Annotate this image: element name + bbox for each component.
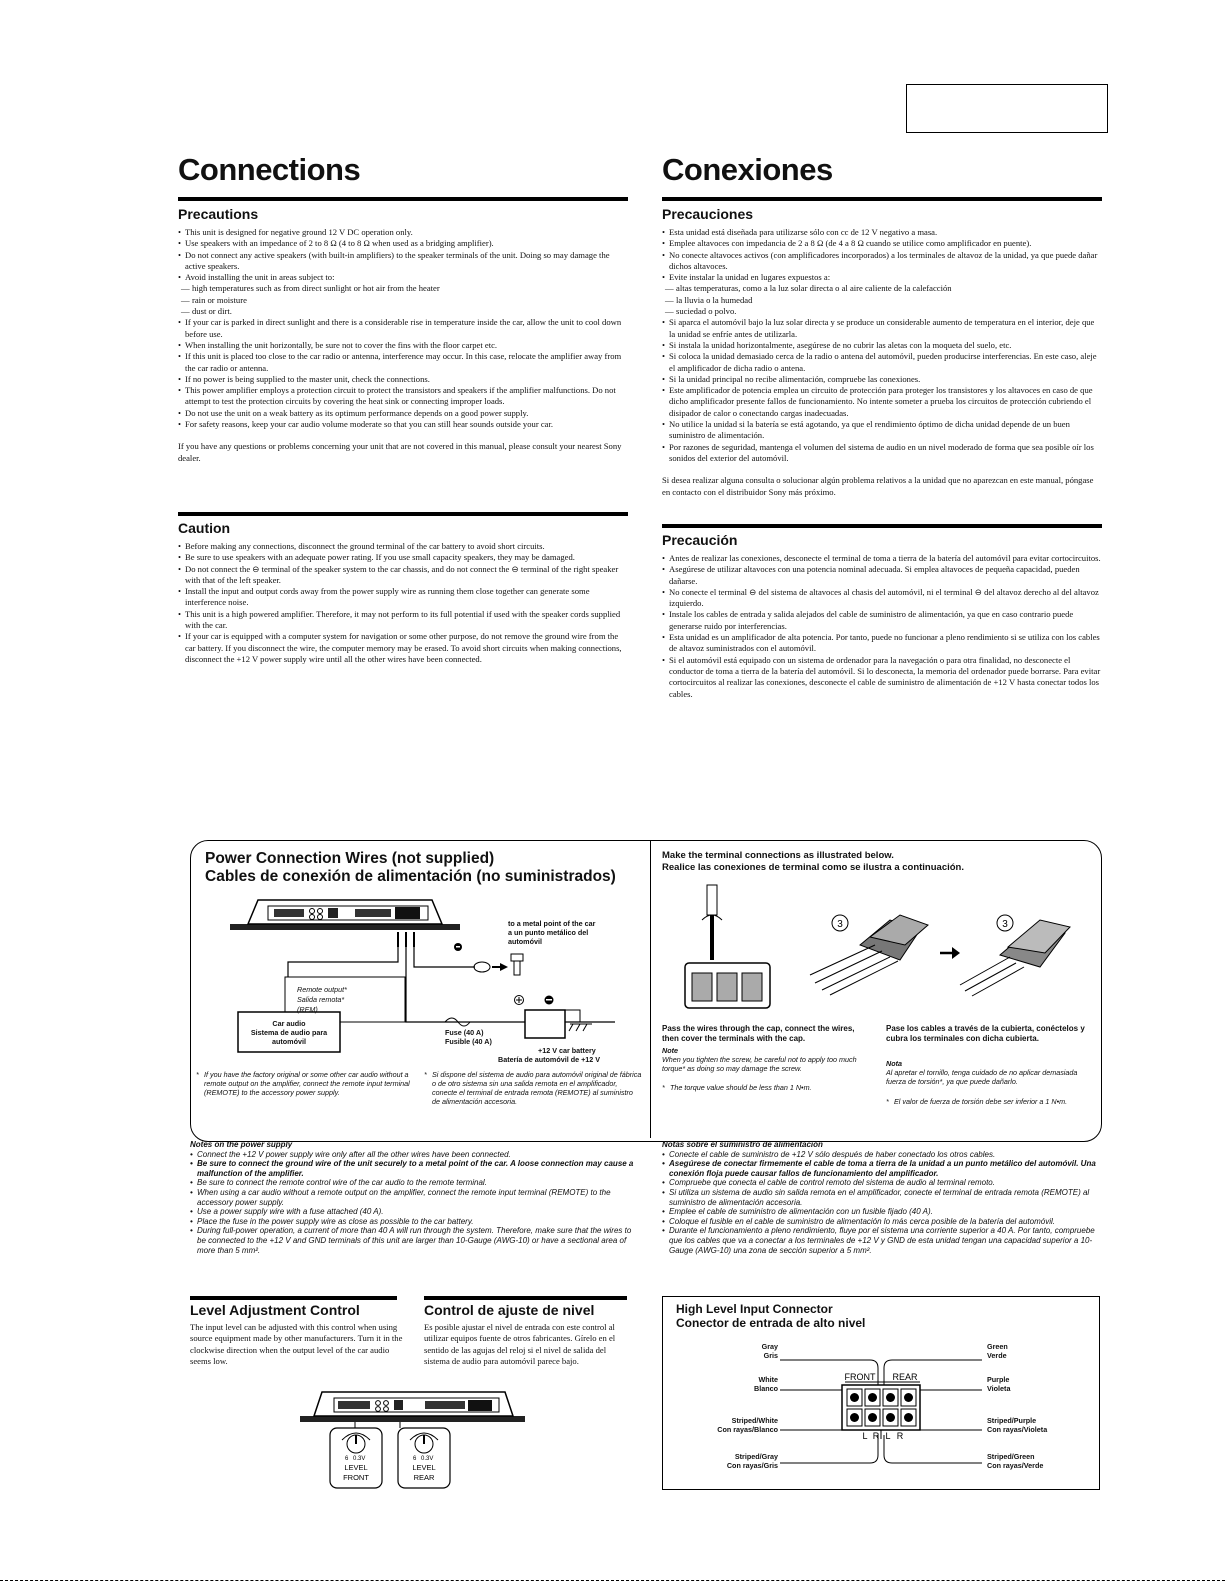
list-item: — high temperatures such as from direct sunlight or hot air from the heater — [178, 283, 630, 294]
list-item: • Use speakers with an impedance of 2 to 8 Ω (4 to 8 Ω when used as a bridging amplifier). — [178, 238, 630, 249]
list-item: • Asegúrese de utilizar altavoces con una potencia nominal adecuada. Si emplea altavoces de pequeña capacidad, pueden dañarse. — [662, 564, 1102, 587]
connector-front-label: FRONT — [844, 1372, 876, 1382]
caution-en — [178, 541, 630, 665]
rule — [662, 197, 1102, 201]
knob-max-label: 0.3V — [353, 1456, 366, 1462]
power-note-es: * Si dispone del sistema de audio para automóvil original de fábrica o de otro sistema sin una salida remota en el amplificador, conecte el terminal de entrada remota (REMOTE) al suministro de alimentación accesoria. — [424, 1070, 642, 1106]
knob-min-label: 6 — [413, 1456, 417, 1462]
list-item: • Before making any connections, disconnect the ground terminal of the car battery to avoid short circuits. — [178, 541, 630, 552]
blank-label-box — [906, 84, 1108, 133]
car-audio-es-2: automóvil — [272, 1037, 306, 1046]
list-item: • When using a car audio without a remote output on the amplifier, connect the remote input terminal (REMOTE) to the accessory power supply. — [190, 1188, 635, 1207]
connector-icon — [842, 1385, 920, 1430]
list-item: • Do not connect any active speakers (with built-in amplifiers) to the speaker terminals of the unit. Doing so may damage the active speakers. — [178, 250, 630, 273]
wire-striped-green-en: Striped/Green — [987, 1452, 1035, 1461]
connector-left-r: R — [872, 1431, 880, 1441]
list-item: — rain or moisture — [178, 295, 630, 306]
list-item: • When installing the unit horizontally, be sure not to cover the fins with the floor carpet etc. — [178, 340, 630, 351]
list-item: — la lluvia o la humedad — [662, 295, 1102, 306]
terminal-block-icon — [685, 963, 770, 1008]
list-item: • Si aparca el automóvil bajo la luz solar directa y se produce un considerable aumento de temperatura en el interior, deje que la unidad se enfríe antes de utilizarla. — [662, 317, 1102, 340]
remote-output-es: Salida remota* — [297, 995, 345, 1004]
list-item: • No utilice la unidad si la batería se está agotando, ya que el rendimiento óptimo de dicha unidad depende de un buen suministro de alimentación. — [662, 419, 1102, 442]
terminal-pass-es: Pase los cables a través de la cubierta, conéctelos y cubra los terminales con dicha cubierta. — [886, 1024, 1085, 1043]
terminal-title-es: Realice las conexiones de terminal como se ilustra a continuación. — [662, 862, 964, 873]
heading-precautions-es: Precauciones — [662, 206, 754, 222]
fuse-es: Fusible (40 A) — [445, 1037, 492, 1046]
high-level-title-es: Conector de entrada de alto nivel — [676, 1316, 866, 1330]
wire-green-en: Green — [987, 1342, 1008, 1351]
wire-purple-en: Purple — [987, 1375, 1010, 1384]
caution-es — [662, 553, 1102, 700]
list-item: • Si instala la unidad horizontalmente, asegúrese de no cubrir las aletas con la moqueta del suelo, etc. — [662, 340, 1102, 351]
bolt-icon — [511, 954, 523, 975]
heading-level-en: Level Adjustment Control — [190, 1302, 360, 1318]
list-item: • Esta unidad es un amplificador de alta potencia. Por tanto, puede no funcionar a pleno rendimiento si se utiliza con los cables de altavoz suministrados con el automóvil. — [662, 632, 1102, 655]
high-level-title-en: High Level Input Connector — [676, 1302, 833, 1316]
precautions-footer-en: If you have any questions or problems concerning your unit that are not covered in this manual, please consult your nearest Sony dealer. — [178, 441, 622, 463]
wire-striped-purple-en: Striped/Purple — [987, 1416, 1037, 1425]
knob-rear-label: REAR — [413, 1473, 435, 1482]
heading-precautions-en: Precautions — [178, 206, 259, 222]
battery-en: +12 V car battery — [538, 1046, 596, 1055]
level-body-en: The input level can be adjusted with this control when using source equipment made by other manufacturers. Turn it in the clockwise direction when the output level of the car audio seems low. — [190, 1322, 403, 1366]
power-title-es: Cables de conexión de alimentación (no suministrados) — [205, 868, 616, 885]
knob-level-label: LEVEL — [412, 1463, 436, 1472]
list-item: • Si utiliza un sistema de audio sin salida remota en el amplificador, conecte el terminal de entrada remota (REMOTE) al suministro de alimentación accesoria. — [662, 1188, 1102, 1207]
wire-white-en: White — [758, 1375, 778, 1384]
list-item: • Emplee altavoces con impedancia de 2 a 8 Ω (de 4 a 8 Ω cuando se utilice como amplificador en puente). — [662, 238, 1102, 249]
wire-purple-es: Violeta — [987, 1384, 1011, 1393]
power-title-en: Power Connection Wires (not supplied) — [205, 850, 495, 867]
list-item: • This unit is a high powered amplifier. Therefore, it may not perform to its full potential if used with the speaker cords supplied with the car. — [178, 609, 630, 632]
level-body-es: Es posible ajustar el nivel de entrada con este control al utilizar equipos fuente de otros fabricantes. Gírelo en el sentido de las agujas del reloj si el nivel de salida del sistema de audio para automóvil parece bajo. — [424, 1322, 616, 1366]
list-item: — dust or dirt. — [178, 306, 630, 317]
list-item: • During full-power operation, a current of more than 40 A will run through the system. Therefore, make sure that the wires to be connected to the +12 V and GND terminals of this unit are larger than 10-Gauge (AWG-10) or have a sectional area of more than 5 mm². — [190, 1226, 635, 1255]
list-item: • Coloque el fusible en el cable de suministro de alimentación lo más cerca posible de la batería del automóvil. — [662, 1217, 1102, 1227]
rule — [178, 197, 628, 201]
page-title-en: Connections — [178, 152, 361, 187]
list-item: • Por razones de seguridad, mantenga el volumen del sistema de audio en un nivel moderado de forma que sea posible oír los sonidos del exterior del automóvil. — [662, 442, 1102, 465]
list-item: • Si coloca la unidad demasiado cerca de la radio o antena del automóvil, pueden producirse interferencias. En este caso, aleje el amplificador de dicha radio o antena. — [662, 351, 1102, 374]
heading-caution-en: Caution — [178, 520, 231, 536]
list-item: • If no power is being supplied to the master unit, check the connections. — [178, 374, 630, 385]
marker-3: 3 — [837, 919, 843, 930]
list-item: • This power amplifier employs a protection circuit to protect the transistors and speakers if the amplifier malfunctions. Do not attempt to test the protection circuits by covering the heat sink or connecting improper loads. — [178, 385, 630, 408]
heading-caution-es: Precaución — [662, 532, 738, 548]
list-item: • Si el automóvil está equipado con un sistema de ordenador para la navegación o para otra finalidad, no desconecte el conductor de toma a tierra de la batería del automóvil. Si lo desconecta, la memoria del ordenador puede borrarse. Para evitar cortocircuitos al realizar las conexiones, desconecte el cable de suministro de alimentación de +12 V hasta conectar todos los cables. — [662, 655, 1102, 700]
list-item: • Compruebe que conecta el cable de control remoto del sistema de audio al terminal remoto. — [662, 1178, 1102, 1188]
wire-striped-white-en: Striped/White — [731, 1416, 778, 1425]
list-item: — altas temperaturas, como a la luz solar directa o al aire caliente de la calefacción — [662, 283, 1102, 294]
terminal-note-es-star: * El valor de fuerza de torsión debe ser inferior a 1 N•m. — [886, 1097, 1068, 1106]
connector-rear-label: REAR — [892, 1372, 918, 1382]
metal-point-en: to a metal point of the car — [508, 919, 596, 928]
cap-open-icon — [810, 915, 928, 995]
list-item: • Conecte el cable de suministro de +12 V sólo después de haber conectado los otros cables. — [662, 1150, 1102, 1160]
amplifier-icon — [230, 900, 460, 930]
list-item: • Do not connect the ⊖ terminal of the speaker system to the car chassis, and do not connect the ⊖ terminal of the right speaker with that of the left speaker. — [178, 564, 630, 587]
knob-max-label: 0.3V — [421, 1456, 434, 1462]
list-item: • Asegúrese de conectar firmemente el cable de toma a tierra de la unidad a un punto metálico del automóvil. Una conexión floja puede causar fallos de funcionamiento del amplificador. — [662, 1159, 1102, 1178]
wire-gray-en: Gray — [761, 1342, 778, 1351]
list-item: • Be sure to connect the remote control wire of the car audio to the remote terminal. — [190, 1178, 635, 1188]
list-item: • No conecte el terminal ⊖ del sistema de altavoces al chasis del automóvil, ni el terminal ⊖ del altavoz derecho al del altavoz izquierdo. — [662, 587, 1102, 610]
amplifier-icon — [300, 1392, 525, 1422]
precautions-en — [178, 227, 630, 464]
wire-striped-purple-es: Con rayas/Violeta — [987, 1425, 1048, 1434]
list-item: • Use a power supply wire with a fuse attached (40 A). — [190, 1207, 635, 1217]
wire-striped-white-es: Con rayas/Blanco — [717, 1425, 778, 1434]
list-item: • Do not use the unit on a weak battery as its optimum performance depends on a good power supply. — [178, 408, 630, 419]
metal-point-es-1: a un punto metálico del — [508, 928, 589, 937]
knob-level-label: LEVEL — [344, 1463, 368, 1472]
connector-left-l: L — [862, 1431, 868, 1441]
remote-output-en: Remote output* — [297, 985, 347, 994]
rule — [178, 512, 628, 516]
precautions-es — [662, 227, 1102, 498]
list-item: • Durante el funcionamiento a pleno rendimiento, fluye por el sistema una corriente superior a 40 A. Por tanto, compruebe que los cables que va a conectar a los terminales de +12 V y GND de esta unidad tengan una capacidad superior a 10-Gauge (AWG-10) una zona de sección superior a 5 mm². — [662, 1226, 1102, 1255]
list-item: • Antes de realizar las conexiones, desconecte el terminal de toma a tierra de la batería del automóvil para evitar cortocircuitos. — [662, 553, 1102, 564]
list-item: • Install the input and output cords away from the power supply wire as running them close together can generate some interference noise. — [178, 586, 630, 609]
knob-front-label: FRONT — [343, 1473, 369, 1482]
terminal-note-es: Al apretar el tornillo, tenga cuidado de no aplicar demasiada fuerza de torsión*, ya que puede dañarlo. — [886, 1068, 1078, 1086]
rule — [662, 524, 1102, 528]
list-item: • Esta unidad está diseñada para utilizarse sólo con cc de 12 V negativo a masa. — [662, 227, 1102, 238]
power-notes-es — [662, 1140, 1102, 1255]
terminal-illustration — [660, 875, 1090, 1015]
list-item: • Emplee el cable de suministro de alimentación con un fusible fijado (40 A). — [662, 1207, 1102, 1217]
list-item: • If this unit is placed too close to the car radio or antenna, interference may occur. In this case, relocate the amplifier away from the car radio or antenna. — [178, 351, 630, 374]
rule — [190, 1296, 397, 1300]
power-notes-heading-es: Notas sobre el suministro de alimentación — [662, 1140, 823, 1149]
list-item: • Connect the +12 V power supply wire only after all the other wires have been connected. — [190, 1150, 635, 1160]
list-item: • Instale los cables de entrada y salida alejados del cable de suministro de alimentación, ya que en caso contrario puede generarse ruido por interferencias. — [662, 609, 1102, 632]
list-item: • If your car is equipped with a computer system for navigation or some other purpose, do not remove the ground wire from the car battery. If you disconnect the wire, the computer memory may be erased. To avoid short circuits when making connections, disconnect the +12 V power supply wire until all the other wires have been connected. — [178, 631, 630, 665]
terminal-note-en: When you tighten the screw, be careful not to apply too much torque* as doing so may damage the screw. — [662, 1055, 857, 1073]
power-notes-heading-en: Notes on the power supply — [190, 1140, 293, 1149]
power-notes-en — [190, 1140, 635, 1255]
level-control-diagram — [300, 1388, 530, 1503]
ground-icon — [569, 1024, 592, 1031]
list-item: • If your car is parked in direct sunlight and there is a considerable rise in temperature inside the car, allow the unit to cool down before use. — [178, 317, 630, 340]
list-item: • Este amplificador de potencia emplea un circuito de protección para proteger los transistores y los altavoces en caso de que dicho amplificador presente fallos de funcionamiento. No intente someter a prueba los circuitos de protección cubriendo el disipador de calor o conectando cargas inadecuadas. — [662, 385, 1102, 419]
remote-output-rem: (REM) — [297, 1005, 318, 1014]
terminal-pass-en: Pass the wires through the cap, connect the wires, then cover the terminals with the cap. — [662, 1024, 855, 1043]
wire-striped-gray-en: Striped/Gray — [734, 1452, 778, 1461]
car-audio-es-1: Sistema de audio para — [250, 1028, 328, 1037]
wire-striped-gray-es: Con rayas/Gris — [726, 1461, 778, 1470]
wire-green-es: Verde — [987, 1351, 1007, 1360]
list-item: • Be sure to use speakers with an adequate power rating. If you use small capacity speakers, they may be damaged. — [178, 552, 630, 563]
precautions-footer-es: Si desea realizar alguna consulta o solucionar algún problema relativos a la unidad que no aparezcan en este manual, póngase en contacto con el distribuidor Sony más próximo. — [662, 475, 1094, 497]
list-item: • Si la unidad principal no recibe alimentación, compruebe las conexiones. — [662, 374, 1102, 385]
wire-striped-green-es: Con rayas/Verde — [987, 1461, 1044, 1470]
list-item: • Be sure to connect the ground wire of the unit securely to a metal point of the car. A loose connection may cause a malfunction of the amplifier. — [190, 1159, 635, 1178]
screwdriver-icon — [702, 885, 722, 960]
list-item: • Avoid installing the unit in areas subject to: — [178, 272, 630, 283]
list-item: • This unit is designed for negative ground 12 V DC operation only. — [178, 227, 630, 238]
list-item: • Place the fuse in the power supply wire as close as possible to the car battery. — [190, 1217, 635, 1227]
marker-3: 3 — [1002, 919, 1008, 930]
connector-right-l: L — [885, 1431, 891, 1441]
terminal-note-label-en: Note — [662, 1046, 678, 1055]
knob-min-label: 6 — [345, 1456, 349, 1462]
page-title-es: Conexiones — [662, 152, 833, 187]
terminal-title-en: Make the terminal connections as illustrated below. — [662, 850, 894, 861]
connector-right-r: R — [896, 1431, 904, 1441]
heading-level-es: Control de ajuste de nivel — [424, 1302, 595, 1318]
bottom-border — [0, 1580, 1225, 1581]
terminal-note-en-star: * The torque value should be less than 1 N•m. — [662, 1083, 812, 1092]
metal-point-es-2: automóvil — [508, 937, 542, 946]
list-item: • Evite instalar la unidad en lugares expuestos a: — [662, 272, 1102, 283]
fuse-en: Fuse (40 A) — [445, 1028, 484, 1037]
list-item: — suciedad o polvo. — [662, 306, 1102, 317]
power-note-en: * If you have the factory original or some other car audio without a remote output on the amplifier, connect the remote input terminal (REMOTE) to the accessory power supply. — [196, 1070, 410, 1097]
list-item: • For safety reasons, keep your car audio volume moderate so that you can still hear sounds outside your car. — [178, 419, 630, 430]
rule — [424, 1296, 627, 1300]
wire-gray-es: Gris — [763, 1351, 778, 1360]
panel-divider — [650, 841, 651, 1138]
battery-es: Batería de automóvil de +12 V — [498, 1055, 601, 1064]
wire-white-es: Blanco — [754, 1384, 778, 1393]
terminal-note-label-es: Nota — [886, 1059, 902, 1068]
cap-closed-icon — [960, 920, 1070, 996]
list-item: • No conecte altavoces activos (con amplificadores incorporados) a los terminales de altavoz de la unidad, ya que puede dañar dichos altavoces. — [662, 250, 1102, 273]
car-audio-en: Car audio — [272, 1019, 306, 1028]
